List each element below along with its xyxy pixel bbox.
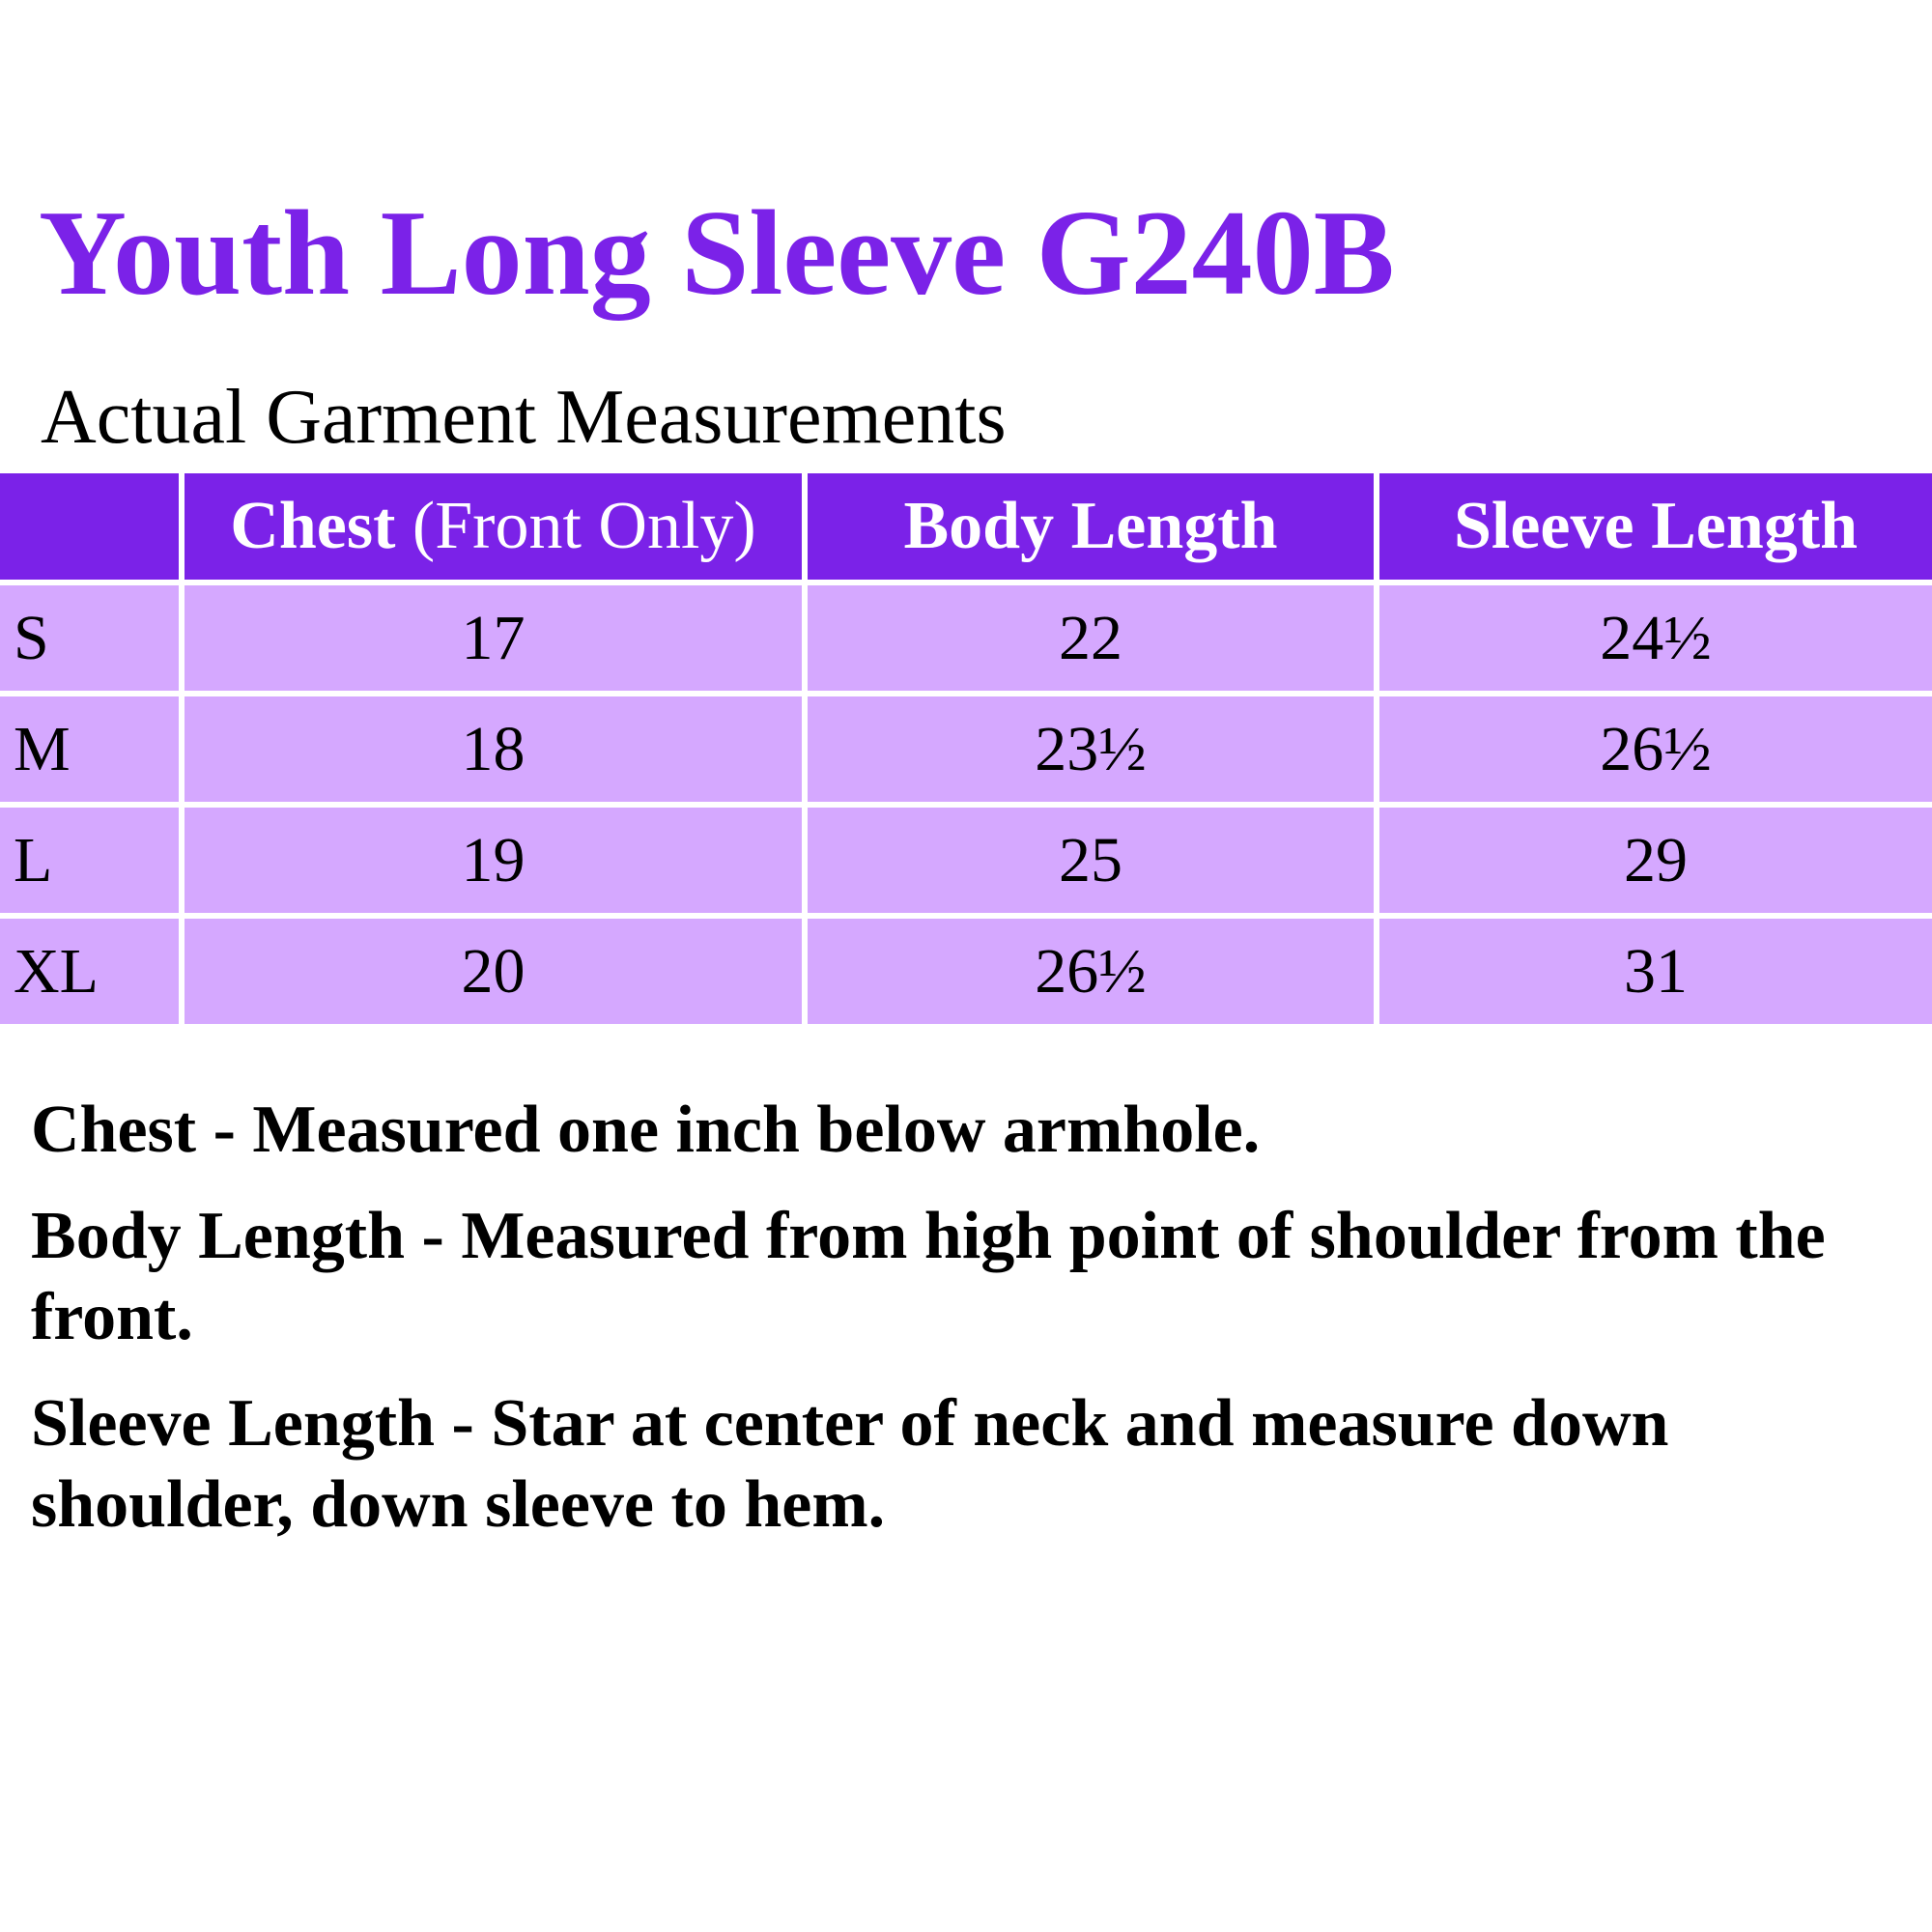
sleeve-length-cell: 29 [1377,805,1932,916]
chest-header-main: Chest [230,489,412,563]
measurement-notes [31,1090,1905,1571]
chest-cell: 19 [182,805,805,916]
table-row [0,582,1932,694]
table-row [0,694,1932,805]
size-cell: XL [0,916,182,1024]
page-subtitle: Actual Garment Measurements [41,375,1007,460]
sleeve-length-cell: 26½ [1377,694,1932,805]
table-row [0,805,1932,916]
page-title: Youth Long Sleeve G240B [39,186,1395,321]
size-chart-table [0,473,1932,1024]
chest-cell: 17 [182,582,805,694]
size-cell: S [0,582,182,694]
chest-column-header [182,473,805,582]
body-length-column-header: Body Length [805,473,1377,582]
sleeve-length-note: Sleeve Length - Star at center of neck and measure down shoulder, down sleeve to hem. [31,1386,1669,1542]
body-length-cell: 22 [805,582,1377,694]
table-header-row [0,473,1932,582]
size-cell: L [0,805,182,916]
chest-note: Chest - Measured one inch below armhole. [31,1093,1261,1167]
chest-cell: 18 [182,694,805,805]
chest-cell: 20 [182,916,805,1024]
sleeve-length-cell: 24½ [1377,582,1932,694]
body-length-cell: 23½ [805,694,1377,805]
sleeve-length-cell: 31 [1377,916,1932,1024]
size-column-header [0,473,182,582]
chest-header-qualifier: (Front Only) [412,489,756,563]
sleeve-length-column-header: Sleeve Length [1377,473,1932,582]
body-length-note: Body Length - Measured from high point of shoulder from the front. [31,1199,1826,1354]
body-length-cell: 26½ [805,916,1377,1024]
size-cell: M [0,694,182,805]
body-length-cell: 25 [805,805,1377,916]
table-row [0,916,1932,1024]
